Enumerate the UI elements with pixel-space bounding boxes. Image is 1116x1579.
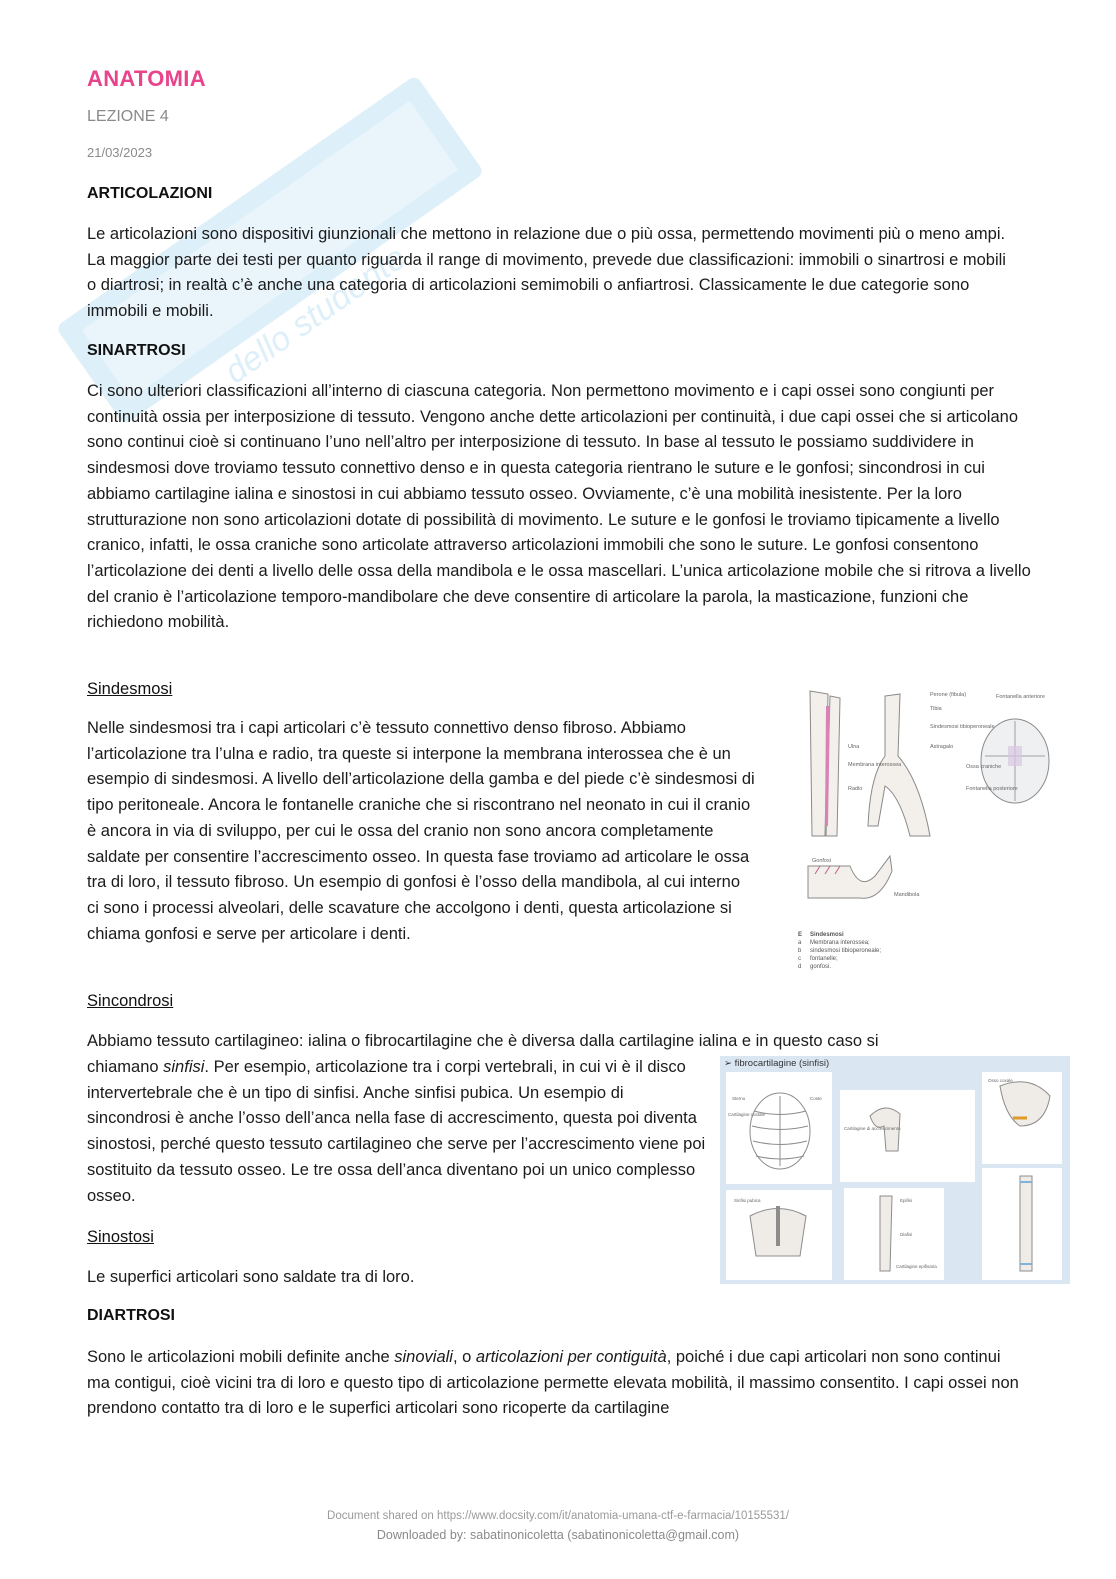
- label-epifisi: Epifisi: [900, 1198, 913, 1203]
- legend-item-b: sindesmosi tibioperoneale;: [810, 948, 882, 954]
- figure-sindesmosi: [790, 686, 1045, 978]
- label-perone: Perone (fibula): [930, 692, 967, 698]
- label-osso-coxale: Osso coxale: [988, 1078, 1013, 1083]
- heading-sinartrosi: SINARTROSI: [87, 342, 186, 359]
- diartrosi-text-b: , o: [452, 1348, 476, 1366]
- sinoviali-term: sinoviali: [394, 1348, 453, 1366]
- footer-downloaded-by: Downloaded by: sabatinonicoletta (sabatinonicoletta@gmail.com): [376, 1528, 740, 1542]
- label-cartilagine-accrescimento: Cartilagine di accrescimento: [844, 1126, 901, 1131]
- subheading-sincondrosi: Sincondrosi: [87, 992, 174, 1010]
- footer-shared-link[interactable]: Document shared on https://www.docsity.com/it/anatomia-umana-ctf-e-farmacia/10155531/: [327, 1510, 789, 1522]
- lesson-label: LEZIONE 4: [87, 108, 169, 125]
- paragraph-articolazioni: Le articolazioni sono dispositivi giunzionali che mettono in relazione due o più ossa, permettendo movimenti più o meno ampi. La maggior parte dei testi per quanto riguarda il range di movimento, prevede due classificazioni: immobili o sinartrosi e mobili o diartrosi; in realtà c’è anche una categoria di articolazioni semimobili o anfiartrosi. Classicamente le due categorie sono immobili e mobili.: [87, 225, 1006, 321]
- lesson-date: 21/03/2023: [87, 145, 153, 160]
- label-ossa-craniche: Ossa craniche: [966, 764, 1002, 770]
- document-title: ANATOMIA: [87, 66, 206, 91]
- label-membrana-interossea: Membrana interossea: [848, 762, 902, 768]
- legend-letter-b: b: [798, 948, 802, 954]
- label-fontanella-posteriore: Fontanella posteriore: [966, 786, 1018, 792]
- sincondrosi-illustration: [720, 1056, 1070, 1284]
- sincondrosi-text-b: . Per esempio, articolazione tra i corpi vertebrali, in cui vi è il disco intervertebrale che è un tipo di sinfisi. Anche sinfisi pubica. Un esempio di sincondrosi è anche l’osso dell’anca nella fase di accrescimento, questa poi diventa sinostosi, perché questo tessuto cartilagineo che serve per l’accrescimento viene poi sostituito da tessuto osseo. Le tre ossa dell’anca diventano poi un unico complesso osseo.: [87, 1058, 706, 1205]
- heading-diartrosi: DIARTROSI: [87, 1307, 175, 1324]
- label-sindesmosi-tibioperoneale: Sindesmosi tibioperoneale: [930, 724, 995, 730]
- sinfisi-term: sinfisi: [163, 1058, 205, 1076]
- figure-caption: ➢ fibrocartilagine (sinfisi): [724, 1058, 830, 1069]
- paragraph-sinartrosi: Ci sono ulteriori classificazioni all’interno di ciascuna categoria. Non permettono movimento e i capi ossei sono congiunti per continuità ossia per interposizione di tessuto. Vengono anche dette articolazioni per continuità, i due capi ossei che si articolano sono continui cioè si continuano l’uno nell’altro per interposizione di tessuto. In base al tessuto le possiamo suddividere in sindesmosi dove troviamo tessuto connettivo denso e in questa categoria rientrano le suture e le gonfosi; sincondrosi in cui abbiamo cartilagine ialina e sinostosi in cui abbiamo tessuto osseo. Ovviamente, c’è una mobilità inesistente. Per la loro strutturazione non sono articolazioni dotate di possibilità di movimento. Le suture e le gonfosi le troviamo tipicamente a livello cranico, infatti, le ossa craniche sono articolate attraverso articolazioni immobili che sono le suture. Le gonfosi consentono l’articolazione dei denti a livello delle ossa della mandibola e le ossa mascellari. L’unica articolazione mobile che si ritrova a livello del cranio è l’articolazione temporo-mandibolare che deve consentire di articolare la parola, la masticazione, funzioni che richiedono mobilità.: [87, 382, 1031, 632]
- legend-letter-a: a: [798, 940, 802, 946]
- label-tibia: Tibia: [930, 706, 942, 712]
- sindesmosi-illustration: [790, 686, 1045, 978]
- diartrosi-text-c: , poiché i due capi articolari non sono continui ma contigui, cioè vicini tra di loro e questo tipo di articolazione permette elevata mobilità, il massimo consentito. I capi ossei non prendono contatto tra di loro e le superfici articolari sono ricoperte da cartilagine: [87, 1348, 1019, 1418]
- label-mandibola: Mandibola: [894, 892, 920, 898]
- label-astragalo: Astragalo: [930, 744, 954, 750]
- paragraph-sindesmosi: Nelle sindesmosi tra i capi articolari c’è tessuto connettivo denso fibroso. Abbiamo l’articolazione tra l’ulna e radio, tra queste si interpone la membrana interossea che è un esempio di sindesmosi. A livello dell’articolazione della gamba e del piede c’è sindesmosi di tipo peritoneale. Ancora le fontanelle craniche che si riscontrano nel neonato in cui il cranio è ancora in via di sviluppo, per cui le ossa del cranio non sono ancora completamente saldate per consentire l’accrescimento osseo. In questa fase troviamo ad articolare le ossa tra di loro, il tessuto fibroso. Un esempio di gonfosi è l’osso della mandibola, al cui interno ci sono i processi alveolari, delle scavature che accolgono i denti, questa articolazione si chiama gonfosi e serve per articolare i denti.: [87, 719, 755, 943]
- label-cartilagine-costale: Cartilagine costale: [728, 1112, 766, 1117]
- legend-item-a: Membrana interossea;: [810, 940, 870, 946]
- legend-letter-c: c: [798, 956, 801, 962]
- label-sinfisi-pubica: Sinfisi pubica: [734, 1198, 761, 1203]
- label-sterno: Sterno: [732, 1096, 746, 1101]
- label-coste: Coste: [810, 1096, 822, 1101]
- heading-articolazioni: ARTICOLAZIONI: [87, 185, 213, 202]
- legend-item-c: fontanelle;: [810, 956, 838, 962]
- label-radio: Radio: [848, 786, 863, 792]
- contiguita-term: articolazioni per contiguità: [475, 1348, 667, 1366]
- sincondrosi-text-a: chiamano: [87, 1058, 164, 1076]
- paragraph-diartrosi: [87, 1345, 1022, 1422]
- diartrosi-text-a: Sono le articolazioni mobili definite anche: [87, 1348, 395, 1366]
- subheading-sindesmosi: Sindesmosi: [87, 680, 173, 698]
- paragraph-sincondrosi-line1: Abbiamo tessuto cartilagineo: ialina o fibrocartilagine che è diversa dalla cartilagine ialina e in questo caso si: [87, 1032, 879, 1050]
- paragraph-sinostosi: Le superfici articolari sono saldate tra di loro.: [87, 1268, 415, 1286]
- label-fontanella-anteriore: Fontanella anteriore: [996, 694, 1045, 700]
- figure-sincondrosi: [720, 1056, 1070, 1284]
- svg-text:dello studente: dello studente: [217, 238, 413, 391]
- label-ulna: Ulna: [848, 744, 860, 750]
- label-cartilagine-epifisaria: Cartilagine epifisaria: [896, 1264, 937, 1269]
- legend-title: Sindesmosi: [810, 932, 844, 938]
- legend-letter-d: d: [798, 964, 802, 970]
- legend-letter-e: E: [798, 932, 803, 938]
- label-diafisi: Diafisi: [900, 1232, 913, 1237]
- subheading-sinostosi: Sinostosi: [87, 1228, 154, 1246]
- label-gonfosi: Gonfosi: [812, 858, 831, 864]
- paragraph-sincondrosi: [87, 1055, 709, 1209]
- legend-item-d: gonfosi.: [810, 964, 832, 970]
